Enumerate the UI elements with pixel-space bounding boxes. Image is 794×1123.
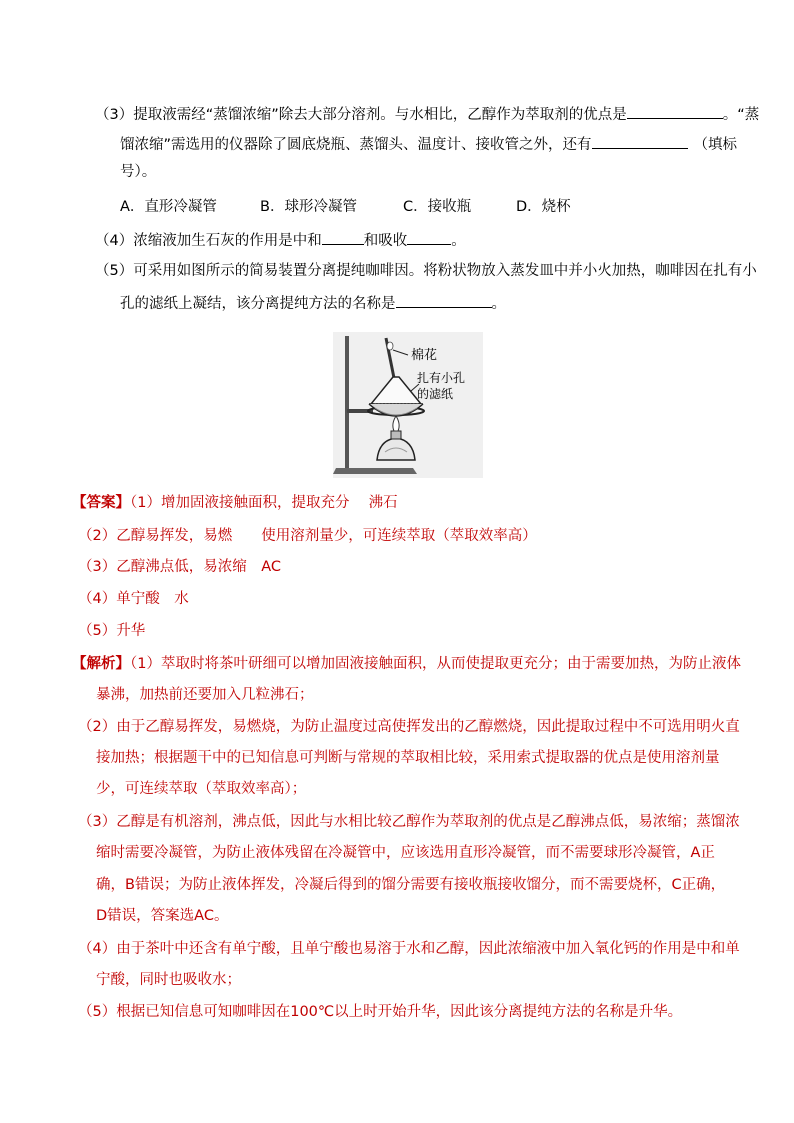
answer-4: （4）单宁酸 水 [78, 591, 189, 607]
q5-text-2b: 。 [491, 296, 506, 312]
q3-text-2b: （填标 [693, 137, 738, 153]
analysis-p2-text-1: （2）由于乙醇易挥发，易燃烧，为防止温度过高使挥发出的乙醇燃烧，因此提取过程中不可选用明火直 [78, 719, 740, 735]
filter-paper-label-1: 扎有小孔 [417, 371, 466, 385]
q4-blank-1[interactable] [322, 229, 364, 245]
q4-text-c: 。 [451, 233, 466, 249]
analysis-p3-line-1 [78, 812, 740, 832]
analysis-p2-line-3 [96, 779, 306, 799]
q5-blank[interactable] [396, 292, 492, 308]
analysis-p3-text-2: 缩时需要冷凝管，为防止液体残留在冷凝管中，应该选用直形冷凝管，而不需要球形冷凝管，A正 [96, 845, 715, 861]
analysis-p3-line-4 [96, 906, 228, 926]
answer-5: （5）升华 [78, 623, 146, 639]
analysis-p3-text-3: 确，B错误；为防止液体挥发，冷凝后得到的馏分需要有接收瓶接收馏分，而不需要烧杯，C正确， [96, 877, 726, 893]
q5-text-2a: 孔的滤纸上凝结，该分离提纯方法的名称是 [120, 296, 396, 312]
q3-line-3 [120, 162, 156, 182]
analysis-p4-text-1: （4）由于茶叶中还含有单宁酸，且单宁酸也易溶于水和乙醇，因此浓缩液中加入氧化钙的作用是中和单 [78, 941, 740, 957]
q3-line-1 [95, 103, 759, 125]
q3-option-b[interactable]: B．球形冷凝管 [260, 199, 357, 215]
analysis-p1-text-1: （1）萃取时将茶叶研细可以增加固液接触面积，从而使提取更充分；由于需要加热，为防止液体 [130, 656, 741, 672]
q5-line-1 [95, 261, 757, 281]
q3-line-2 [120, 133, 737, 155]
analysis-p2-text-2: 接加热；根据题干中的已知信息可判断与常规的萃取相比较，采用索式提取器的优点是使用溶剂量 [96, 750, 720, 766]
q4-blank-2[interactable] [407, 229, 451, 245]
answer-line-4 [78, 589, 189, 609]
q4-text-a: （4）浓缩液加生石灰的作用是中和 [95, 233, 322, 249]
analysis-p5-line-1 [78, 1002, 682, 1022]
q3-option-c[interactable]: C．接收瓶 [403, 199, 472, 215]
q3-text-1b: 。“蒸 [722, 107, 760, 123]
answer-line-1 [72, 493, 398, 513]
analysis-p1-line-1 [72, 654, 741, 674]
answer-1: （1）增加固液接触面积，提取充分 沸石 [130, 495, 398, 511]
analysis-p3-text-4: D错误，答案选AC。 [96, 908, 229, 924]
sublimation-apparatus-figure [333, 332, 483, 478]
q3-text-1a: （3）提取液需经“蒸馏浓缩”除去大部分溶剂。与水相比，乙醇作为萃取剂的优点是 [95, 107, 627, 123]
analysis-p2-line-1 [78, 717, 740, 737]
alcohol-lamp-neck [391, 431, 401, 439]
filter-paper-label-2: 的滤纸 [417, 387, 454, 401]
q3-option-a[interactable]: A．直形冷凝管 [120, 199, 217, 215]
analysis-p2-text-3: 少，可连续萃取（萃取效率高）； [96, 781, 307, 797]
stand-base [333, 468, 417, 474]
q5-line-2 [120, 292, 506, 314]
analysis-p1-line-2 [96, 685, 314, 705]
q4-line [95, 229, 466, 251]
q3-text-3: 号）。 [120, 164, 157, 180]
analysis-p4-line-1 [78, 939, 740, 959]
answer-2: （2）乙醇易挥发，易燃 使用溶剂量少，可连续萃取（萃取效率高） [78, 528, 537, 544]
analysis-p3-text-1: （3）乙醇是有机溶剂，沸点低，因此与水相比较乙醇作为萃取剂的优点是乙醇沸点低，易浓缩；蒸馏浓 [78, 814, 740, 830]
cotton-label: 棉花 [411, 348, 438, 363]
q5-text-1: （5）可采用如图所示的简易装置分离提纯咖啡因。将粉状物放入蒸发皿中并小火加热，咖啡因在扎有小 [95, 263, 757, 279]
stand-rod [345, 336, 349, 468]
analysis-tag: 【解析】 [72, 656, 130, 672]
answer-line-2 [78, 526, 537, 546]
q4-text-b: 和吸收 [363, 233, 408, 249]
cotton [387, 342, 393, 350]
analysis-p5-text-1: （5）根据已知信息可知咖啡因在100℃以上时开始升华，因此该分离提纯方法的名称是升华。 [78, 1004, 683, 1020]
analysis-p3-line-3 [96, 875, 725, 895]
analysis-p4-text-2: 宁酸，同时也吸收水； [96, 972, 241, 988]
answer-line-3 [78, 557, 281, 577]
analysis-p1-text-2: 暴沸，加热前还要加入几粒沸石； [96, 687, 314, 703]
analysis-p4-line-2 [96, 970, 241, 990]
q3-blank-1[interactable] [627, 103, 723, 119]
answer-tag: 【答案】 [72, 495, 130, 511]
q3-option-d[interactable]: D．烧杯 [516, 199, 571, 215]
answer-3: （3）乙醇沸点低，易浓缩 AC [78, 559, 282, 575]
answer-line-5 [78, 621, 145, 641]
analysis-p2-line-2 [96, 748, 720, 768]
q3-options [120, 197, 571, 217]
q3-text-2a: 馏浓缩”需选用的仪器除了圆底烧瓶、蒸馏头、温度计、接收管之外，还有 [120, 137, 592, 153]
q3-blank-2[interactable] [592, 133, 688, 149]
analysis-p3-line-2 [96, 843, 715, 863]
